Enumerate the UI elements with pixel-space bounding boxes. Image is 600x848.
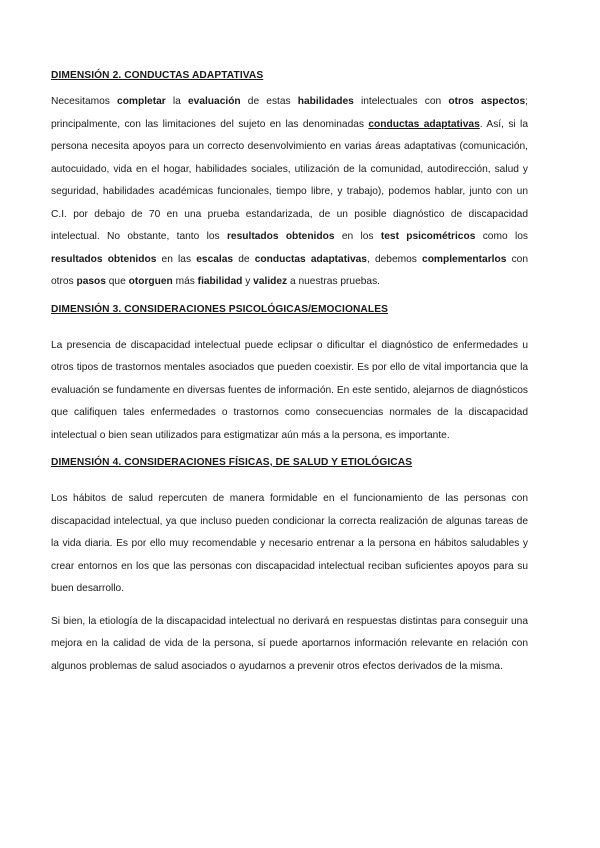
paragraph-adaptive-behaviour: Necesitamos completar la evaluación de estas habilidades intelectuales con otros aspectos; principalmente, con las limitaciones del sujeto en las denominadas conductas adaptativas. Así, si la persona necesita apoyos para un correcto desenvolvimiento en varias áreas adaptativas (comunicación, autocuidado, vida en el hogar, habilidades sociales, utilización de la comunidad, autodirección, salud y seguridad, habilidades académicas funcionales, tiempo libre, y trabajo), podemos hablar, junto con un C.I. por debajo de 70 en una prueba estandarizada, de un posible diagnóstico de discapacidad intelectual. No obstante, tanto los resultados obtenidos en los test psicométricos como los resultados obtenidos en las escalas de conductas adaptativas, debemos complementarlos con otros pasos que otorguen más fiabilidad y validez a nuestras pruebas. xyxy=(51,96,529,287)
section-heading-dimension-3: DIMENSIÓN 3. CONSIDERACIONES PSICOLÓGICAS/EMOCIONALES xyxy=(51,303,388,315)
document-body xyxy=(51,70,528,678)
paragraph-health-habits: Los hábitos de salud repercuten de manera formidable en el funcionamiento de las personas con discapacidad intelectual, ya que incluso pueden condicionar la correcta realización de algunas tareas de la vida diaria. Es por ello muy recomendable y necesario entrenar a la persona en hábitos saludables y crear entornos en los que las personas con discapacidad intelectual reciban suficientes apoyos para su buen desarrollo. xyxy=(51,493,528,594)
paragraph-psychological: La presencia de discapacidad intelectual puede eclipsar o dificultar el diagnóstico de enfermedades u otros tipos de trastornos mentales asociados que pueden coexistir. Es por ello de vital importancia que la evaluación se fundamente en diversas fuentes de información. En este sentido, alejarnos de diagnósticos que califiquen tales enfermedades o trastornos como consecuencias normales de la discapacidad intelectual o bien sean utilizados para estigmatizar aún más a la persona, es importante. xyxy=(51,339,528,441)
section-heading-dimension-2: DIMENSIÓN 2. CONDUCTAS ADAPTATIVAS xyxy=(51,70,264,81)
paragraph-etiology: Si bien, la etiología de la discapacidad intelectual no derivará en respuestas distintas para conseguir una mejora en la calidad de vida de la persona, sí puede aportarnos información relevante en relación con algunos problemas de salud asociados o ayudarnos a prevenir otros efectos derivados de la misma. xyxy=(51,615,528,672)
underlined-term: conductas adaptativas xyxy=(368,118,480,130)
section-heading-dimension-4: DIMENSIÓN 4. CONSIDERACIONES FÍSICAS, DE SALUD Y ETIOLÓGICAS xyxy=(51,457,413,468)
